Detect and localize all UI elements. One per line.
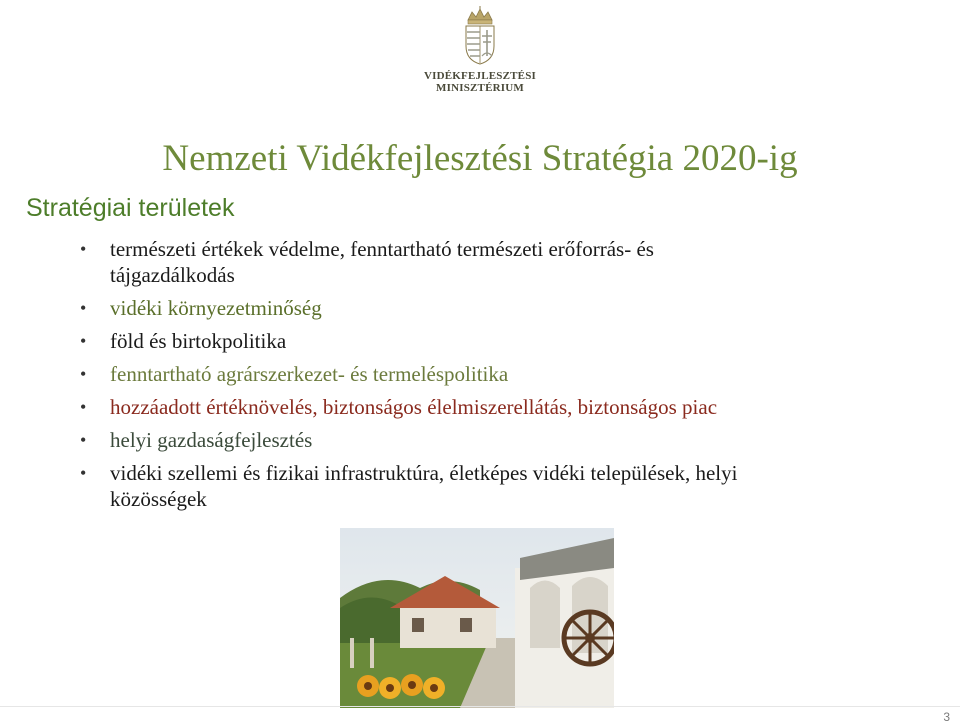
slide-subtitle: Stratégiai területek bbox=[26, 194, 235, 222]
bullet-item bbox=[78, 427, 938, 453]
coat-of-arms-icon bbox=[460, 6, 500, 66]
footer-divider bbox=[0, 706, 960, 707]
bullet-item bbox=[78, 295, 938, 321]
bullet-icon: • bbox=[80, 364, 87, 384]
village-photo bbox=[340, 528, 614, 708]
bullet-icon: • bbox=[80, 239, 87, 259]
bullet-text: helyi gazdaságfejlesztés bbox=[110, 428, 313, 452]
logo-line-1: VIDÉKFEJLESZTÉSI bbox=[423, 70, 537, 82]
bullet-item bbox=[78, 361, 938, 387]
logo-line-2: MINISZTÉRIUM bbox=[436, 82, 524, 94]
bullet-text: hozzáadott értéknövelés, biztonságos élelmiszerellátás, biztonságos piac bbox=[110, 395, 718, 419]
bullet-item bbox=[78, 394, 938, 420]
bullet-icon: • bbox=[80, 298, 87, 318]
bullet-item bbox=[78, 236, 938, 288]
bullet-list bbox=[78, 236, 938, 519]
bullet-text-continued: közösségek bbox=[110, 487, 207, 511]
bullet-text: vidéki környezetminőség bbox=[110, 296, 322, 320]
bullet-item bbox=[78, 460, 938, 512]
bullet-icon: • bbox=[80, 430, 87, 450]
logo-text bbox=[420, 70, 540, 94]
bullet-item bbox=[78, 328, 938, 354]
bullet-icon: • bbox=[80, 397, 87, 417]
bullet-text: vidéki szellemi és fizikai infrastruktúra, életképes vidéki települések, helyi bbox=[110, 461, 738, 485]
bullet-text: fenntartható agrárszerkezet- és termeléspolitika bbox=[110, 362, 509, 386]
bullet-text: föld és birtokpolitika bbox=[110, 329, 287, 353]
bullet-icon: • bbox=[80, 463, 87, 483]
bullet-text-continued: tájgazdálkodás bbox=[110, 263, 235, 287]
bullet-icon: • bbox=[80, 331, 87, 351]
bullet-text: természeti értékek védelme, fenntartható természeti erőforrás- és bbox=[110, 237, 654, 261]
ministry-logo bbox=[420, 6, 540, 102]
slide-title: Nemzeti Vidékfejlesztési Stratégia 2020-ig bbox=[162, 138, 798, 179]
page-number: 3 bbox=[943, 710, 950, 724]
village-house-image bbox=[340, 528, 614, 708]
